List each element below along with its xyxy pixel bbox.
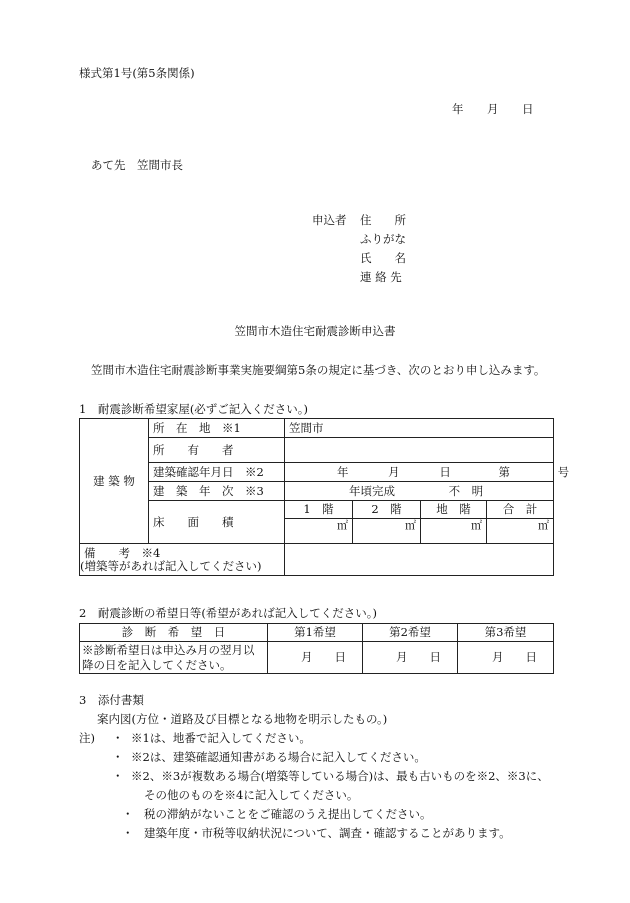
date-day-label: 日 xyxy=(522,102,534,116)
owner-value[interactable] xyxy=(285,438,554,463)
floor-1-value[interactable] xyxy=(285,519,353,544)
remarks-sub: (増築等があれば記入してください) xyxy=(80,558,262,573)
confirm-day: 日 xyxy=(439,464,451,479)
unit-m2: ㎡ xyxy=(337,519,348,532)
unit-m2: ㎡ xyxy=(538,519,549,532)
floor-basement-label: 地 階 xyxy=(421,501,487,519)
floor-2-value[interactable] xyxy=(353,519,421,544)
applicant-role: 申込者 xyxy=(312,213,347,227)
day-label: 日 xyxy=(334,650,346,664)
schedule-label: 診 断 希 望 日 xyxy=(80,624,268,642)
remarks-label-cell xyxy=(80,544,285,576)
schedule-note-cell xyxy=(80,642,268,674)
applicant-name-label: 氏 名 xyxy=(360,251,406,265)
schedule-note-line1: ※診断希望日は申込み月の翌月以 xyxy=(82,642,255,657)
date-month-label: 月 xyxy=(487,102,499,116)
owner-label: 所 有 者 xyxy=(149,438,285,463)
floor-basement-value[interactable] xyxy=(421,519,487,544)
addressee: あて先 笠間市長 xyxy=(91,158,183,172)
confirm-month: 月 xyxy=(388,464,400,479)
day-label: 日 xyxy=(429,650,441,664)
floor-1-label: 1 階 xyxy=(285,501,353,519)
confirm-no: 第 xyxy=(498,464,510,479)
bullet-icon: ・ xyxy=(112,769,124,783)
applicant-contact-label: 連 絡 先 xyxy=(360,270,402,284)
building-table xyxy=(79,418,570,576)
intro-text: 笠間市木造住宅耐震診断事業実施要綱第5条の規定に基づき、次のとおり申し込みます。 xyxy=(91,363,546,377)
choice-3-label: 第3希望 xyxy=(458,624,554,642)
bullet-icon: ・ xyxy=(122,807,134,821)
bullet-icon: ・ xyxy=(112,731,124,745)
unit-m2: ㎡ xyxy=(471,519,482,532)
date-year-label: 年 xyxy=(452,102,464,116)
confirm-year: 年 xyxy=(337,464,349,479)
choice-1-label: 第1希望 xyxy=(268,624,363,642)
section1-heading: 1 耐震診断希望家屋(必ずご記入ください。) xyxy=(79,402,309,416)
month-label: 月 xyxy=(301,650,313,664)
building-label: 建 築 物 xyxy=(80,419,149,544)
location-label: 所 在 地 ※1 xyxy=(149,419,285,438)
month-label: 月 xyxy=(396,650,408,664)
choice-3-value[interactable] xyxy=(458,642,554,674)
build-year-value[interactable] xyxy=(285,482,554,501)
choice-1-value[interactable] xyxy=(268,642,363,674)
document-title: 笠間市木造住宅耐震診断申込書 xyxy=(234,324,396,338)
day-label: 日 xyxy=(525,650,537,664)
note-3b: その他のものを※4に記入してください。 xyxy=(144,788,359,802)
applicant-address-label: 住 所 xyxy=(360,213,406,227)
remarks-value[interactable] xyxy=(285,544,554,576)
section2-heading: 2 耐震診断の希望日等(希望があれば記入してください。) xyxy=(79,606,378,620)
choice-2-value[interactable] xyxy=(363,642,458,674)
choice-2-label: 第2希望 xyxy=(363,624,458,642)
confirm-date-label: 建築確認年月日 ※2 xyxy=(149,463,285,482)
section3-heading: 3 添付書類 xyxy=(79,693,144,707)
floor-area-label: 床 面 積 xyxy=(149,501,285,544)
note-4: 税の滞納がないことをご確認のうえ提出してください。 xyxy=(144,807,432,821)
unit-m2: ㎡ xyxy=(405,519,416,532)
schedule-note-line2: 降の日を記入してください。 xyxy=(82,657,232,672)
attachment-item: 案内図(方位・道路及び目標となる地物を明示したもの。) xyxy=(97,712,388,726)
note-5: 建築年度・市税等収納状況について、調査・確認することがあります。 xyxy=(144,826,511,840)
bullet-icon: ・ xyxy=(122,826,134,840)
confirm-go: 号 xyxy=(557,464,570,479)
build-year-text: 年頃完成 xyxy=(349,483,395,498)
location-value[interactable]: 笠間市 xyxy=(285,419,554,438)
floor-2-label: 2 階 xyxy=(353,501,421,519)
applicant-furigana-label: ふりがな xyxy=(360,232,406,246)
form-number: 様式第1号(第5条関係) xyxy=(79,66,195,80)
month-label: 月 xyxy=(492,650,504,664)
note-3a: ※2、※3が複数ある場合(増築等している場合)は、最も古いものを※2、※3に、 xyxy=(131,769,549,783)
bullet-icon: ・ xyxy=(112,750,124,764)
confirm-date-value[interactable] xyxy=(285,463,570,482)
build-year-label: 建 築 年 次 ※3 xyxy=(149,482,285,501)
note-1: ※1は、地番で記入してください。 xyxy=(131,731,311,745)
build-year-unknown: 不 明 xyxy=(448,483,484,498)
floor-total-value[interactable] xyxy=(487,519,554,544)
notes-prefix: 注) xyxy=(79,731,95,745)
floor-total-label: 合 計 xyxy=(487,501,554,519)
note-2: ※2は、建築確認通知書がある場合に記入してください。 xyxy=(131,750,426,764)
remarks-label: 備 考 ※4 xyxy=(84,545,161,560)
schedule-table xyxy=(79,623,554,674)
